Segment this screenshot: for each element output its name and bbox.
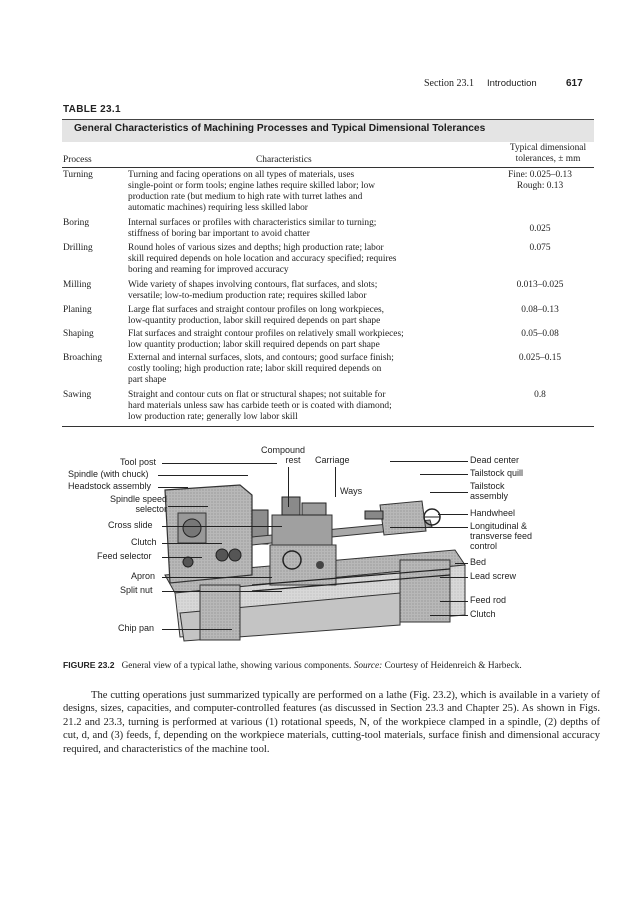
lathe-illustration (160, 465, 472, 643)
label-dead-center: Dead center (470, 455, 520, 465)
table-row-tolerance: 0.8 (534, 390, 546, 400)
leader-line (288, 467, 289, 507)
table-label: TABLE 23.1 (63, 104, 121, 115)
table-row-tolerance: Fine: 0.025–0.13 Rough: 0.13 (508, 170, 572, 191)
table-row-characteristics: Straight and contour cuts on flat or structural shapes; not suitable for hard materials unless saw has carbide teeth or is coated with diamond; low production rate; generally low labor skill (128, 390, 392, 422)
label-compound-rest: Compound rest (260, 445, 306, 465)
running-header-section: Section 23.1 (424, 78, 474, 89)
leader-line (162, 526, 282, 527)
table-row-tolerance: 0.075 (529, 243, 551, 253)
table-row-tolerance: 0.013–0.025 (516, 280, 564, 290)
leader-line (158, 487, 188, 488)
label-headstock: Headstock assembly (68, 481, 152, 491)
table-bottom-rule (62, 426, 594, 427)
table-row-tolerance: 0.025–0.15 (518, 353, 562, 363)
label-cross-slide: Cross slide (108, 520, 153, 530)
label-clutch-right: Clutch (470, 609, 496, 619)
leader-line (158, 475, 248, 476)
running-header-title: Introduction (487, 78, 537, 89)
table-row-characteristics: Turning and facing operations on all types of materials, uses single-point or form tools; engine lathes require skilled labor; low production rate (but medium to high rate with turret lathes and automatic machines) requiring less skilled labor (128, 170, 376, 213)
table-row-tolerance: 0.05–0.08 (521, 329, 559, 339)
table-row-tolerance: 0.025 (529, 224, 551, 234)
leader-line (168, 506, 208, 507)
label-clutch-left: Clutch (131, 537, 157, 547)
label-spindle: Spindle (with chuck) (68, 469, 149, 479)
table-row-characteristics: Wide variety of shapes involving contours, flat surfaces, and slots; versatile; low-to-medium production rate; requires skilled labor (128, 280, 378, 301)
label-bed: Bed (470, 557, 487, 567)
leader-line (440, 577, 468, 578)
label-longitudinal-transverse-feed-control: Longitudinal & transverse feed control (470, 521, 533, 551)
table-row-process: Turning (63, 170, 93, 180)
leader-line (162, 557, 202, 558)
table-row-characteristics: External and internal surfaces, slots, and contours; good surface finish; costly tooling; high production rate; labor skill required depends on part shape (128, 353, 394, 385)
leader-line (162, 591, 282, 592)
figure-caption: FIGURE 23.2 General view of a typical lathe, showing various components. Source: Courtesy of Heidenreich & Harbeck. (63, 660, 522, 671)
leader-line (162, 543, 222, 544)
leader-line (335, 467, 336, 497)
table-title: General Characteristics of Machining Processes and Typical Dimensional Tolerances (74, 123, 486, 134)
table-row-process: Planing (63, 305, 92, 315)
leader-line (420, 474, 468, 475)
label-ways: Ways (340, 486, 363, 496)
label-spindle-speed-selector: Spindle speed selector (109, 494, 167, 514)
label-tailstock-quill: Tailstock quill (470, 468, 524, 478)
label-tool-post: Tool post (120, 457, 157, 467)
table-row-process: Sawing (63, 390, 92, 400)
leader-line (162, 629, 232, 630)
table-row-process: Boring (63, 218, 90, 228)
leader-line (430, 615, 468, 616)
label-feed-rod: Feed rod (470, 595, 507, 605)
table-row-characteristics: Round holes of various sizes and depths; high production rate; labor skill required depends on hole location and accuracy specified; requires boring and reaming for improved accuracy (128, 243, 397, 275)
table-row-process: Drilling (63, 243, 93, 253)
label-lead-screw: Lead screw (470, 571, 517, 581)
label-chip-pan: Chip pan (118, 623, 155, 633)
table-header-rule (62, 167, 594, 168)
column-header-characteristics: Characteristics (256, 155, 312, 165)
leader-line (390, 527, 468, 528)
table-row-process: Milling (63, 280, 92, 290)
leader-line (162, 463, 277, 464)
label-apron: Apron (131, 571, 156, 581)
label-feed-selector: Feed selector (97, 551, 152, 561)
leader-line (455, 563, 468, 564)
table-row-process: Shaping (63, 329, 94, 339)
table-row-tolerance: 0.08–0.13 (521, 305, 559, 315)
label-tailstock-assembly: Tailstock assembly (470, 481, 509, 501)
leader-line (440, 601, 468, 602)
column-header-process: Process (63, 155, 92, 165)
label-carriage: Carriage (315, 455, 350, 465)
leader-line (390, 461, 468, 462)
leader-line (438, 514, 468, 515)
leader-line (162, 577, 272, 578)
table-row-process: Broaching (63, 353, 103, 363)
label-handwheel: Handwheel (470, 508, 516, 518)
leader-line (430, 492, 468, 493)
table-row-characteristics: Internal surfaces or profiles with characteristics similar to turning; stiffness of boring bar important to avoid chatter (128, 218, 377, 239)
label-split-nut: Split nut (120, 585, 153, 595)
table-row-characteristics: Flat surfaces and straight contour profiles on relatively small workpieces; low quantity production; labor skill required depends on part shape (128, 329, 404, 350)
column-header-tolerance: Typical dimensional tolerances, ± mm (509, 143, 587, 164)
page-number: 617 (566, 78, 583, 89)
table-row-characteristics: Large flat surfaces and straight contour profiles on long workpieces, low-quantity production, labor skill required depends on part shape (128, 305, 384, 326)
body-paragraph: The cutting operations just summarized typically are performed on a lathe (Fig. 23.2), which is available in a variety of designs, sizes, capacities, and computer-controlled features (as discussed in Section 23.3 and Chapter 25). As shown in Figs. 21.2 and 23.3, turning is performed at various (1) rotational speeds, N, of the workpiece clamped in a spindle, (2) depths of cut, d, and (3) feeds, f, depending on the workpiece materials, cutting-tool materials, surface finish and dimensional accuracy required, and characteristics of the machine tool. (63, 690, 600, 755)
